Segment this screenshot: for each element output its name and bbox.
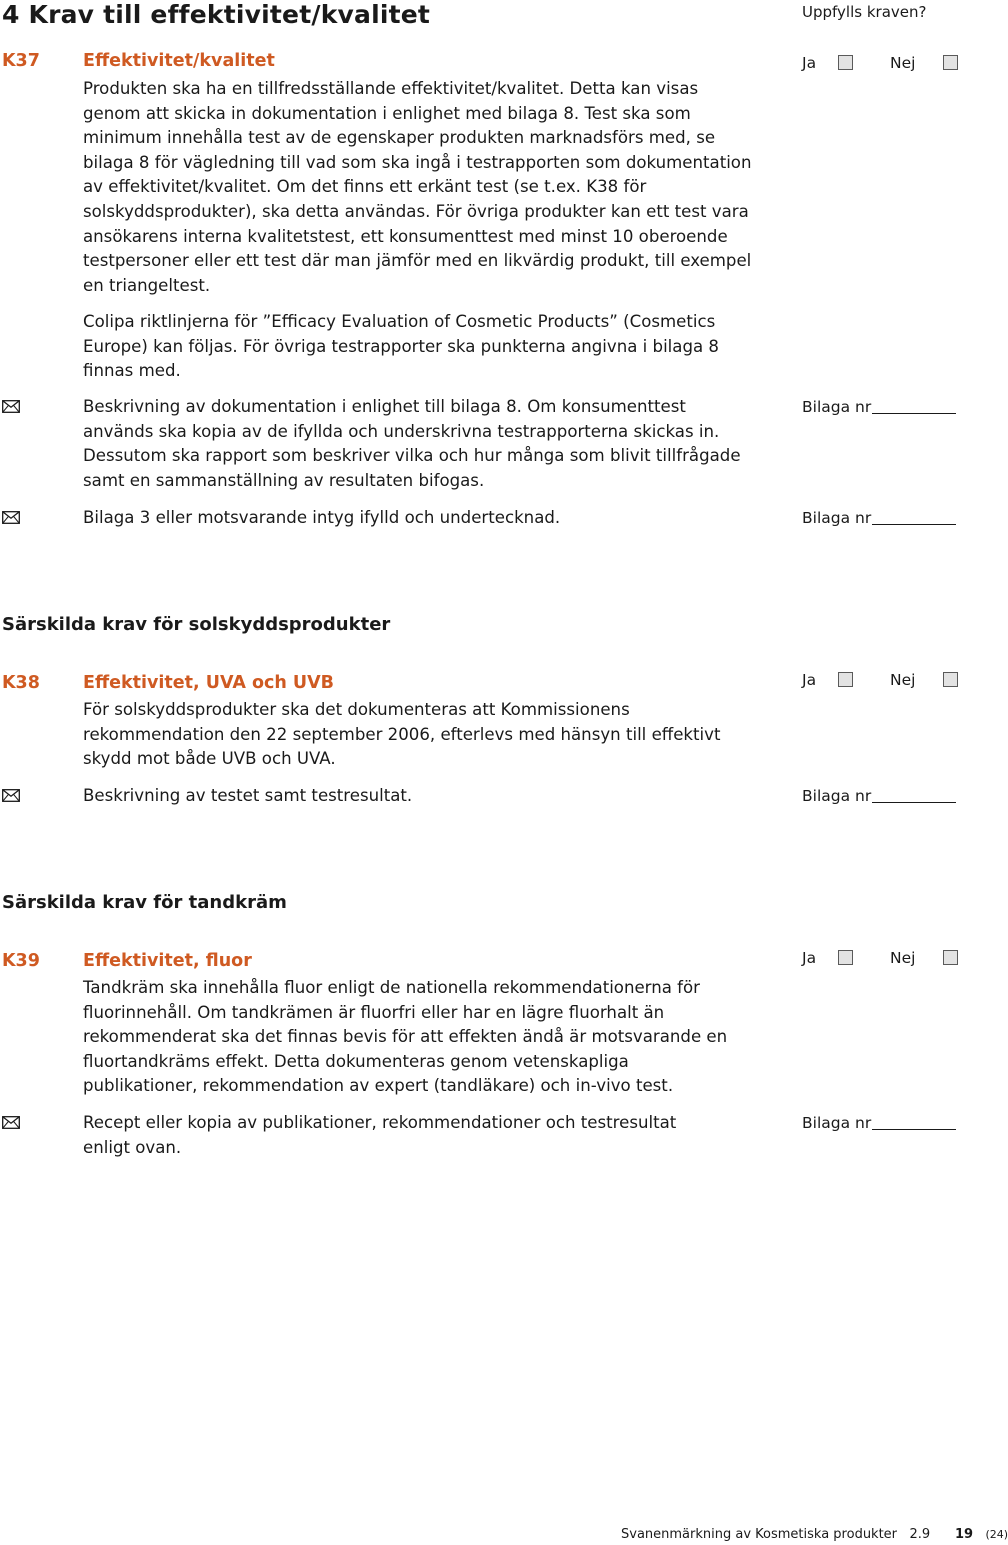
- answer-k38: [802, 668, 960, 692]
- envelope-icon: [2, 1116, 20, 1129]
- requirement-title-k38: Effektivitet, UVA och UVB: [83, 673, 334, 693]
- yes-checkbox[interactable]: [838, 950, 853, 965]
- chapter-title: 4 Krav till effektivitet/kvalitet: [2, 0, 431, 29]
- attachment-field-k38[interactable]: [802, 784, 960, 808]
- yes-label: Ja: [802, 54, 817, 72]
- requirement-text-k38: För solskyddsprodukter ska det dokumenteras att Kommissionens rekommendation den 22 september 2006, efterlevs med hänsyn till effektivt skydd mot både UVB och UVA.: [83, 700, 721, 769]
- attachment-number-line[interactable]: [872, 413, 956, 414]
- envelope-icon: [2, 400, 20, 413]
- documentation-text-k37-2: Bilaga 3 eller motsvarande intyg ifylld och undertecknad.: [83, 508, 561, 527]
- section-heading-sunscreen: Särskilda krav för solskyddsprodukter: [2, 614, 391, 635]
- no-label: Nej: [890, 671, 916, 689]
- footer-page-total: (24): [985, 1528, 1008, 1541]
- envelope-icon: [2, 511, 20, 524]
- no-label: Nej: [890, 949, 916, 967]
- envelope-icon: [2, 789, 20, 802]
- requirement-title-k39: Effektivitet, fluor: [83, 951, 252, 971]
- attachment-label: Bilaga nr: [802, 398, 872, 416]
- no-checkbox[interactable]: [943, 55, 958, 70]
- attachment-number-line[interactable]: [872, 524, 956, 525]
- attachment-field-k37-1[interactable]: [802, 395, 960, 419]
- attachment-label: Bilaga nr: [802, 787, 872, 805]
- requirement-code-k39: K39: [2, 951, 40, 971]
- attachment-number-line[interactable]: [872, 1129, 956, 1130]
- requirement-code-k37: K37: [2, 51, 40, 71]
- requirement-text-k37-1: Produkten ska ha en tillfredsställande effektivitet/kvalitet. Detta kan visas genom att skicka in dokumentation i enlighet med bilaga 8. Test ska som minimum innehålla test av de egenskaper produkten marknadsförs med, se bilaga 8 för vägledning till vad som ska ingå i testrapporten som dokumentation av effektivitet/kvalitet. Om det finns ett erkänt test (se t.ex. K38 för solskyddsprodukter), ska detta användas. För övriga produkter kan ett test vara ansökarens interna kvalitetstest, ett konsumenttest med minst 10 oberoende testpersoner eller ett test där man jämför med en likvärdig produkt, till exempel en triangeltest.: [83, 79, 752, 295]
- attachment-label: Bilaga nr: [802, 1114, 872, 1132]
- answer-k39: [802, 946, 960, 970]
- yes-checkbox[interactable]: [838, 55, 853, 70]
- attachment-field-k37-2[interactable]: [802, 506, 960, 530]
- yes-label: Ja: [802, 671, 817, 689]
- yes-label: Ja: [802, 949, 817, 967]
- footer-version: 2.9: [909, 1527, 931, 1542]
- footer-document-name: Svanenmärkning av Kosmetiska produkter: [621, 1527, 898, 1542]
- section-heading-toothpaste: Särskilda krav för tandkräm: [2, 892, 287, 913]
- documentation-text-k38: Beskrivning av testet samt testresultat.: [83, 786, 413, 805]
- requirement-text-k37-2: Colipa riktlinjerna för ”Efficacy Evaluation of Cosmetic Products” (Cosmetics Europe) kan följas. För övriga testrapporter ska punkterna angivna i bilaga 8 finnas med.: [83, 312, 719, 381]
- answer-k37: [802, 51, 960, 75]
- yes-checkbox[interactable]: [838, 672, 853, 687]
- compliance-column-label: Uppfylls kraven?: [802, 3, 927, 21]
- documentation-text-k39: Recept eller kopia av publikationer, rekommendationer och testresultat enligt ovan.: [83, 1113, 677, 1157]
- no-checkbox[interactable]: [943, 950, 958, 965]
- footer-page-number: 19: [954, 1527, 974, 1542]
- documentation-text-k37-1: Beskrivning av dokumentation i enlighet till bilaga 8. Om konsumenttest används ska kopia av de ifyllda och underskrivna testrapporterna skickas in. Dessutom ska rapport som beskriver vilka och hur många som blivit tillfrågade samt en sammanställning av resultaten bifogas.: [83, 397, 741, 490]
- no-label: Nej: [890, 54, 916, 72]
- attachment-number-line[interactable]: [872, 802, 956, 803]
- no-checkbox[interactable]: [943, 672, 958, 687]
- requirement-title-k37: Effektivitet/kvalitet: [83, 51, 275, 71]
- requirement-text-k39: Tandkräm ska innehålla fluor enligt de nationella rekommendationerna för fluorinnehåll. Om tandkrämen är fluorfri eller har en lägre fluorhalt än rekommenderat ska det finnas bevis för att effekten ändå är motsvarande en fluortandkräms effekt. Detta dokumenteras genom vetenskapliga publikationer, rekommendation av expert (tandläkare) och in-vivo test.: [83, 978, 728, 1096]
- requirement-code-k38: K38: [2, 673, 40, 693]
- attachment-label: Bilaga nr: [802, 509, 872, 527]
- attachment-field-k39[interactable]: [802, 1111, 960, 1135]
- page-footer: [621, 1526, 1008, 1544]
